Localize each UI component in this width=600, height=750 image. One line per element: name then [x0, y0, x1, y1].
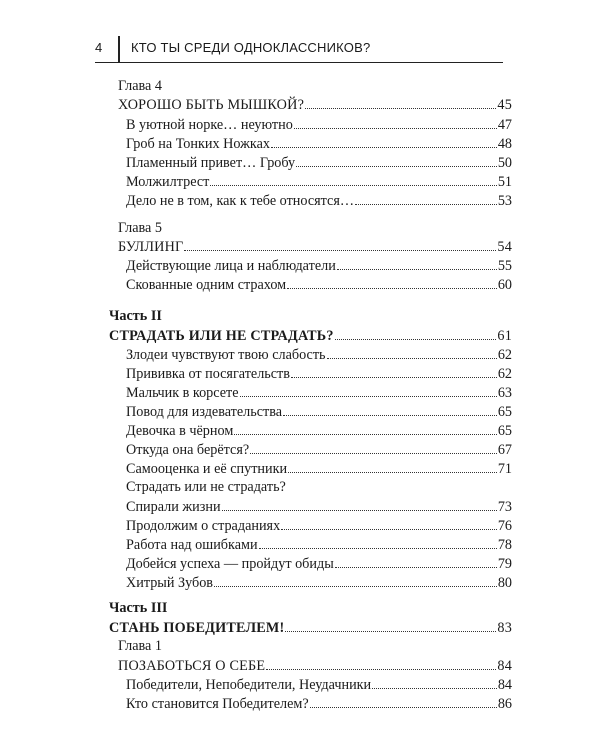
leader-dots	[296, 152, 497, 167]
leader-dots	[285, 617, 496, 632]
part-2-label: Часть II	[109, 308, 162, 324]
toc-entry-chapter-4-title[interactable]: ХОРОШО БЫТЬ МЫШКОЙ? 45	[118, 94, 512, 115]
toc-entry[interactable]: Скованные одним страхом 60	[126, 274, 512, 295]
leader-dots	[310, 693, 497, 708]
leader-dots	[240, 382, 497, 397]
leader-dots	[210, 171, 496, 186]
page-number: 4	[95, 40, 103, 55]
leader-dots	[283, 401, 497, 416]
toc-subheading[interactable]: Страдать или не страдать?	[126, 479, 286, 495]
part-3-label: Часть III	[109, 600, 168, 616]
toc-entry-part-3-title[interactable]: СТАНЬ ПОБЕДИТЕЛЕМ! 83	[109, 617, 512, 638]
leader-dots	[327, 344, 497, 359]
running-title: КТО ТЫ СРЕДИ ОДНОКЛАССНИКОВ?	[131, 40, 371, 55]
toc-entry[interactable]: Дело не в том, как к тебе относятся… 53	[126, 190, 512, 211]
toc-entry[interactable]: Победители, Непобедители, Неудачники 84	[126, 674, 512, 695]
leader-dots	[355, 190, 497, 205]
toc-entry-chapter-5-title[interactable]: БУЛЛИНГ 54	[118, 236, 512, 257]
leader-dots	[335, 325, 497, 340]
toc-entry[interactable]: Действующие лица и наблюдатели 55	[126, 255, 512, 276]
part-3-chapter-1-label: Глава 1	[118, 638, 162, 654]
toc-entry[interactable]: Злодеи чувствуют твою слабость 62	[126, 344, 512, 365]
leader-dots	[259, 534, 497, 549]
leader-dots	[372, 674, 497, 689]
leader-dots	[287, 274, 497, 289]
leader-dots	[294, 114, 497, 129]
leader-dots	[266, 655, 496, 670]
leader-dots	[214, 572, 497, 587]
toc-entry-part-3-chapter-1-title[interactable]: ПОЗАБОТЬСЯ О СЕБЕ 84	[118, 655, 512, 676]
toc-entry-part-2-title[interactable]: СТРАДАТЬ ИЛИ НЕ СТРАДАТЬ? 61	[109, 325, 512, 346]
toc-entry[interactable]: Прививка от посягательств 62	[126, 363, 512, 384]
header-divider	[118, 36, 120, 62]
chapter-5-label: Глава 5	[118, 220, 162, 236]
toc-entry[interactable]: Продолжим о страданиях 76	[126, 515, 512, 536]
toc-entry[interactable]: Молжилтрест 51	[126, 171, 512, 192]
chapter-4-label: Глава 4	[118, 78, 162, 94]
leader-dots	[222, 496, 497, 511]
leader-dots	[184, 236, 496, 251]
toc-entry[interactable]: Добейся успеха — пройдут обиды 79	[126, 553, 512, 574]
leader-dots	[288, 458, 497, 473]
leader-dots	[250, 439, 497, 454]
toc-entry[interactable]: Пламенный привет… Гробу 50	[126, 152, 512, 173]
running-header	[95, 36, 503, 63]
leader-dots	[281, 515, 497, 530]
toc-entry[interactable]: Спирали жизни 73	[126, 496, 512, 517]
toc-entry[interactable]: Кто становится Победителем? 86	[126, 693, 512, 714]
toc-entry[interactable]: Мальчик в корсете 63	[126, 382, 512, 403]
toc-entry[interactable]: Хитрый Зубов 80	[126, 572, 512, 593]
toc-entry[interactable]: Повод для издевательства 65	[126, 401, 512, 422]
toc-entry[interactable]: В уютной норке… неуютно 47	[126, 114, 512, 135]
leader-dots	[337, 255, 497, 270]
toc-entry[interactable]: Самооценка и её спутники 71	[126, 458, 512, 479]
leader-dots	[335, 553, 497, 568]
toc-entry[interactable]: Откуда она берётся? 67	[126, 439, 512, 460]
leader-dots	[291, 363, 497, 378]
leader-dots	[305, 94, 496, 109]
leader-dots	[234, 420, 497, 435]
leader-dots	[271, 133, 497, 148]
toc-entry[interactable]: Девочка в чёрном 65	[126, 420, 512, 441]
toc-entry[interactable]: Гроб на Тонких Ножках 48	[126, 133, 512, 154]
toc-entry[interactable]: Работа над ошибками 78	[126, 534, 512, 555]
